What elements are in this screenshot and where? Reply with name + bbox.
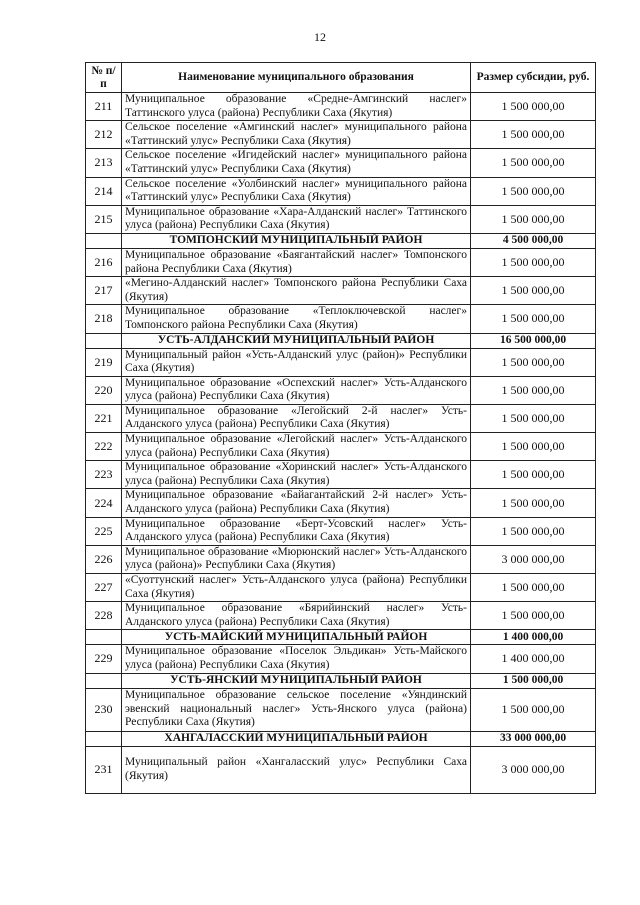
subsidy-amount: 1 500 000,00 xyxy=(471,205,596,233)
district-name: ТОМПОНСКИЙ МУНИЦИПАЛЬНЫЙ РАЙОН xyxy=(122,233,471,248)
municipality-name: Муниципальное образование «Теплоключевской наслег» Томпонского района Республики Саха (Якутия) xyxy=(122,305,471,333)
municipality-name: Муниципальное образование «Хоринский наслег» Усть-Алданского улуса (района) Республики Саха (Якутия) xyxy=(122,461,471,489)
municipality-name: Сельское поселение «Уолбинский наслег» муниципального района «Таттинский улус» Республики Саха (Якутия) xyxy=(122,177,471,205)
row-number: 230 xyxy=(86,688,122,731)
district-num-cell xyxy=(86,233,122,248)
row-number: 211 xyxy=(86,93,122,121)
row-number: 220 xyxy=(86,376,122,404)
row-number: 221 xyxy=(86,404,122,432)
table-row xyxy=(86,348,596,376)
header-name: Наименование муниципального образования xyxy=(122,63,471,93)
subsidy-amount: 1 500 000,00 xyxy=(471,177,596,205)
row-number: 222 xyxy=(86,433,122,461)
table-row xyxy=(86,149,596,177)
district-row xyxy=(86,673,596,688)
district-name: УСТЬ-ЯНСКИЙ МУНИЦИПАЛЬНЫЙ РАЙОН xyxy=(122,673,471,688)
header-num: № п/п xyxy=(86,63,122,93)
subsidy-amount: 3 000 000,00 xyxy=(471,545,596,573)
table-row xyxy=(86,404,596,432)
row-number: 223 xyxy=(86,461,122,489)
table-row xyxy=(86,517,596,545)
district-name: УСТЬ-АЛДАНСКИЙ МУНИЦИПАЛЬНЫЙ РАЙОН xyxy=(122,333,471,348)
subsidy-amount: 1 500 000,00 xyxy=(471,305,596,333)
district-num-cell xyxy=(86,630,122,645)
municipality-name: Муниципальное образование «Хара-Алданский наслег» Таттинского улуса (района) Республики Саха (Якутия) xyxy=(122,205,471,233)
municipality-name: Муниципальное образование «Легойский 2-й наслег» Усть-Алданского улуса (района) Республики Саха (Якутия) xyxy=(122,404,471,432)
municipality-name: Сельское поселение «Игидейский наслег» муниципального района «Таттинский улус» Республики Саха (Якутия) xyxy=(122,149,471,177)
row-number: 224 xyxy=(86,489,122,517)
subsidy-amount: 3 000 000,00 xyxy=(471,746,596,793)
municipality-name: Муниципальное образование «Баягантайский наслег» Томпонского района Республики Саха (Якутия) xyxy=(122,248,471,276)
row-number: 228 xyxy=(86,602,122,630)
table-row xyxy=(86,93,596,121)
subsidy-amount: 1 500 000,00 xyxy=(471,602,596,630)
table-row xyxy=(86,376,596,404)
district-amount: 1 400 000,00 xyxy=(471,630,596,645)
subsidy-table xyxy=(85,62,596,794)
municipality-name: Муниципальное образование «Берт-Усовский наслег» Усть-Алданского улуса (района) Республики Саха (Якутия) xyxy=(122,517,471,545)
table-row xyxy=(86,121,596,149)
municipality-name: Муниципальное образование «Средне-Амгинский наслег» Таттинского улуса (района) Республики Саха (Якутия) xyxy=(122,93,471,121)
table-row xyxy=(86,489,596,517)
row-number: 214 xyxy=(86,177,122,205)
municipality-name: Муниципальный район «Хангаласский улус» Республики Саха (Якутия) xyxy=(122,746,471,793)
subsidy-amount: 1 500 000,00 xyxy=(471,433,596,461)
row-number: 217 xyxy=(86,277,122,305)
municipality-name: Сельское поселение «Амгинский наслег» муниципального района «Таттинский улус» Республики Саха (Якутия) xyxy=(122,121,471,149)
subsidy-amount: 1 500 000,00 xyxy=(471,574,596,602)
table-row xyxy=(86,746,596,793)
district-num-cell xyxy=(86,731,122,746)
table-row xyxy=(86,248,596,276)
row-number: 219 xyxy=(86,348,122,376)
district-num-cell xyxy=(86,333,122,348)
row-number: 229 xyxy=(86,645,122,673)
subsidy-amount: 1 500 000,00 xyxy=(471,517,596,545)
table-row xyxy=(86,305,596,333)
header-amount: Размер субсидии, руб. xyxy=(471,63,596,93)
municipality-name: «Мегино-Алданский наслег» Томпонского района Республики Саха (Якутия) xyxy=(122,277,471,305)
row-number: 215 xyxy=(86,205,122,233)
row-number: 212 xyxy=(86,121,122,149)
district-amount: 4 500 000,00 xyxy=(471,233,596,248)
subsidy-amount: 1 500 000,00 xyxy=(471,248,596,276)
municipality-name: Муниципальное образование «Оспехский наслег» Усть-Алданского улуса (района) Республики Саха (Якутия) xyxy=(122,376,471,404)
subsidy-amount: 1 400 000,00 xyxy=(471,645,596,673)
table-row xyxy=(86,574,596,602)
subsidy-amount: 1 500 000,00 xyxy=(471,688,596,731)
table-header-row xyxy=(86,63,596,93)
row-number: 218 xyxy=(86,305,122,333)
subsidy-amount: 1 500 000,00 xyxy=(471,404,596,432)
district-name: УСТЬ-МАЙСКИЙ МУНИЦИПАЛЬНЫЙ РАЙОН xyxy=(122,630,471,645)
district-row xyxy=(86,333,596,348)
district-name: ХАНГАЛАССКИЙ МУНИЦИПАЛЬНЫЙ РАЙОН xyxy=(122,731,471,746)
table-row xyxy=(86,545,596,573)
table-row xyxy=(86,277,596,305)
page-number: 12 xyxy=(314,30,326,44)
district-num-cell xyxy=(86,673,122,688)
district-amount: 1 500 000,00 xyxy=(471,673,596,688)
municipality-name: Муниципальное образование «Бярийинский наслег» Усть-Алданского улуса (района) Республики Саха (Якутия) xyxy=(122,602,471,630)
subsidy-amount: 1 500 000,00 xyxy=(471,277,596,305)
subsidy-amount: 1 500 000,00 xyxy=(471,461,596,489)
table-row xyxy=(86,461,596,489)
municipality-name: Муниципальное образование сельское поселение «Уяндинский эвенский национальный наслег» Усть-Янского улуса (района) Республики Саха (Якутия) xyxy=(122,688,471,731)
subsidy-amount: 1 500 000,00 xyxy=(471,149,596,177)
table-row xyxy=(86,433,596,461)
table-body xyxy=(86,93,596,794)
district-row xyxy=(86,630,596,645)
table-row xyxy=(86,602,596,630)
row-number: 225 xyxy=(86,517,122,545)
subsidy-amount: 1 500 000,00 xyxy=(471,376,596,404)
subsidy-amount: 1 500 000,00 xyxy=(471,93,596,121)
table-row xyxy=(86,645,596,673)
subsidy-amount: 1 500 000,00 xyxy=(471,121,596,149)
district-row xyxy=(86,731,596,746)
row-number: 231 xyxy=(86,746,122,793)
municipality-name: Муниципальное образование «Байагантайский 2-й наслег» Усть-Алданского улуса (района) Республики Саха (Якутия) xyxy=(122,489,471,517)
row-number: 213 xyxy=(86,149,122,177)
municipality-name: Муниципальное образование «Поселок Эльдикан» Усть-Майского улуса (района) Республики Саха (Якутия) xyxy=(122,645,471,673)
subsidy-amount: 1 500 000,00 xyxy=(471,489,596,517)
subsidy-amount: 1 500 000,00 xyxy=(471,348,596,376)
district-amount: 16 500 000,00 xyxy=(471,333,596,348)
row-number: 226 xyxy=(86,545,122,573)
table-row xyxy=(86,688,596,731)
municipality-name: Муниципальный район «Усть-Алданский улус (район)» Республики Саха (Якутия) xyxy=(122,348,471,376)
district-row xyxy=(86,233,596,248)
table-row xyxy=(86,177,596,205)
row-number: 216 xyxy=(86,248,122,276)
municipality-name: Муниципальное образование «Легойский наслег» Усть-Алданского улуса (района) Республики Саха (Якутия) xyxy=(122,433,471,461)
table-row xyxy=(86,205,596,233)
row-number: 227 xyxy=(86,574,122,602)
municipality-name: «Суоттунский наслег» Усть-Алданского улуса (района) Республики Саха (Якутия) xyxy=(122,574,471,602)
district-amount: 33 000 000,00 xyxy=(471,731,596,746)
municipality-name: Муниципальное образование «Мюрюнский наслег» Усть-Алданского улуса (района)» Республики Саха (Якутия) xyxy=(122,545,471,573)
